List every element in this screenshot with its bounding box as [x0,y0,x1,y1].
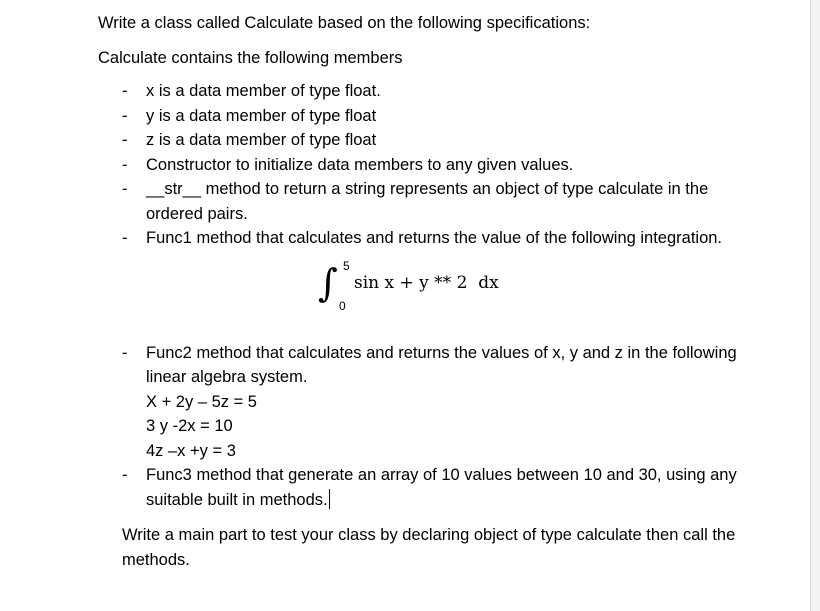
bullet-dash: - [122,180,128,198]
list-item [98,104,738,129]
list-item [98,128,738,153]
list-item-text: Constructor to initialize data members to any given values. [146,155,574,174]
bullet-dash: - [122,155,128,174]
bullet-dash: - [122,82,128,100]
integrand: sin x + y ** 2 dx [354,272,499,293]
list-item-text: Func1 method that calculates and returns the value of the following integration. [146,229,723,247]
list-item-text: Func2 method that calculates and returns the values of x, y and z in the following linear algebra system. [146,343,737,386]
list-item-text: __str__ method to return a string represents an object of type calculate in the ordered pairs. [146,180,709,223]
bullet-dash: - [122,466,128,484]
equation-line: X + 2y – 5z = 5 [146,392,257,411]
integral-upper-limit: 5 [343,258,350,273]
integral-sign: ∫ [318,260,338,305]
bullet-dash: - [122,229,128,247]
bullet-dash: - [122,106,128,125]
member-list [98,79,738,251]
bullet-dash: - [122,131,128,149]
equation-line: 3 y -2x = 10 [146,417,233,435]
intro-line-1: Write a class called Calculate based on the following specifications: [98,14,591,32]
list-item [98,153,738,178]
text-cursor [329,489,330,509]
list-item [98,79,738,104]
list-item [98,226,738,251]
intro-line-2: Calculate contains the following members [98,48,403,67]
list-item-text: Func3 method that generate an array of 10 values between 10 and 30, using any suitable built in methods. [146,466,737,509]
list-item [98,341,738,390]
list-item-text: x is a data member of type float. [146,82,381,100]
bullet-dash: - [122,343,128,362]
list-item [98,177,738,226]
closing-paragraph: Write a main part to test your class by declaring object of type calculate then call the methods. [122,526,736,569]
equation-line: 4z –x +y = 3 [146,441,236,460]
method-list-2 [98,463,738,512]
list-item-text: z is a data member of type float [146,131,377,149]
list-item-text: y is a data member of type float [146,106,377,125]
method-list [98,341,738,390]
list-item [98,463,738,512]
integration-formula [98,255,738,335]
integral-lower-limit: 0 [339,298,346,313]
document-body[interactable] [98,11,738,572]
